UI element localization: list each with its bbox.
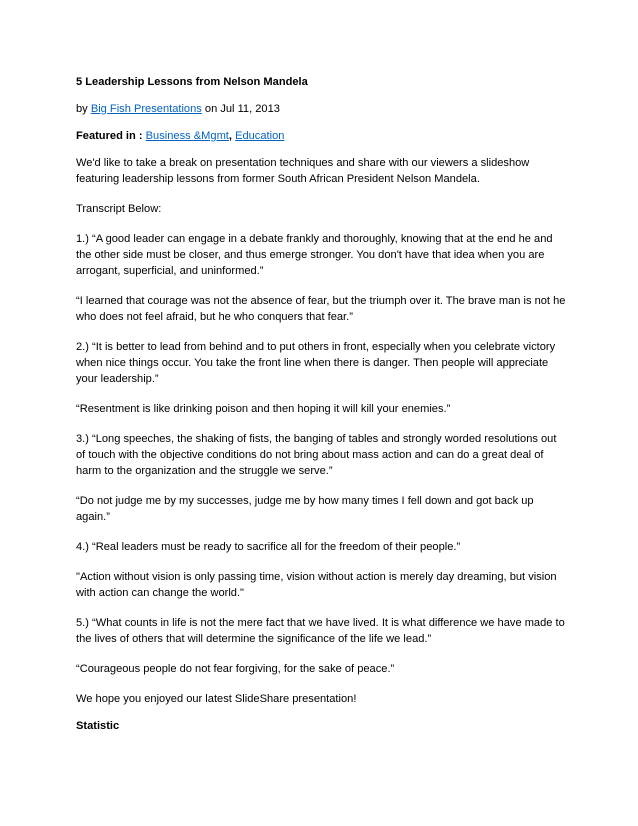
byline-date: on Jul 11, 2013 — [201, 103, 280, 115]
courage-quote: “I learned that courage was not the absence of fear, but the triumph over it. The brave man is not he who does not feel afraid, but he who conquers that fear.” — [76, 295, 566, 323]
byline — [76, 101, 566, 117]
lesson-4-quote: 4.) “Real leaders must be ready to sacrifice all for the freedom of their people.” — [76, 541, 461, 553]
transcript-heading: Transcript Below: — [76, 203, 162, 215]
featured-label: Featured in : — [76, 130, 146, 142]
lesson-5-quote: 5.) “What counts in life is not the mere fact that we have lived. It is what difference we have made to the lives of others that will determine the significance of the life we lead.” — [76, 617, 565, 645]
document-page — [76, 74, 566, 734]
category-link-business-mgmt[interactable]: Business &Mgmt — [145, 130, 229, 142]
resentment-quote: “Resentment is like drinking poison and then hoping it will kill your enemies.” — [76, 403, 451, 415]
lesson-2-quote: 2.) “It is better to lead from behind and to put others in front, especially when you celebrate victory when nice things occur. You take the front line when there is danger. Then people will appreciate your leadership.” — [76, 341, 556, 385]
vision-quote: "Action without vision is only passing time, vision without action is merely day dreaming, but vision with action can change the world." — [76, 571, 557, 599]
featured-in — [76, 128, 566, 144]
document-title: 5 Leadership Lessons from Nelson Mandela — [76, 76, 308, 88]
category-link-education[interactable]: Education — [235, 130, 285, 142]
lesson-3-quote: 3.) “Long speeches, the shaking of fists, the banging of tables and strongly worded resolutions out of touch with the objective conditions do not bring about mass action and can do a great deal of harm to the organization and the struggle we serve.” — [76, 433, 557, 477]
forgiving-quote: “Courageous people do not fear forgiving, for the sake of peace.” — [76, 663, 395, 675]
lesson-1-quote: 1.) “A good leader can engage in a debate frankly and thoroughly, knowing that at the end he and the other side must be closer, and thus emerge stronger. You don't have that idea when you are arrogant, superficial, and uninformed.” — [76, 233, 553, 277]
byline-prefix: by — [76, 103, 91, 115]
author-link[interactable]: Big Fish Presentations — [90, 103, 202, 115]
intro-paragraph: We'd like to take a break on presentation techniques and share with our viewers a slideshow featuring leadership lessons from former South African President Nelson Mandela. — [76, 157, 530, 185]
statistic-heading: Statistic — [76, 720, 120, 732]
judge-me-quote: “Do not judge me by my successes, judge me by how many times I fell down and got back up again.” — [76, 495, 534, 523]
closing-paragraph: We hope you enjoyed our latest SlideShare presentation! — [76, 693, 357, 705]
category-separator: , — [228, 130, 236, 142]
